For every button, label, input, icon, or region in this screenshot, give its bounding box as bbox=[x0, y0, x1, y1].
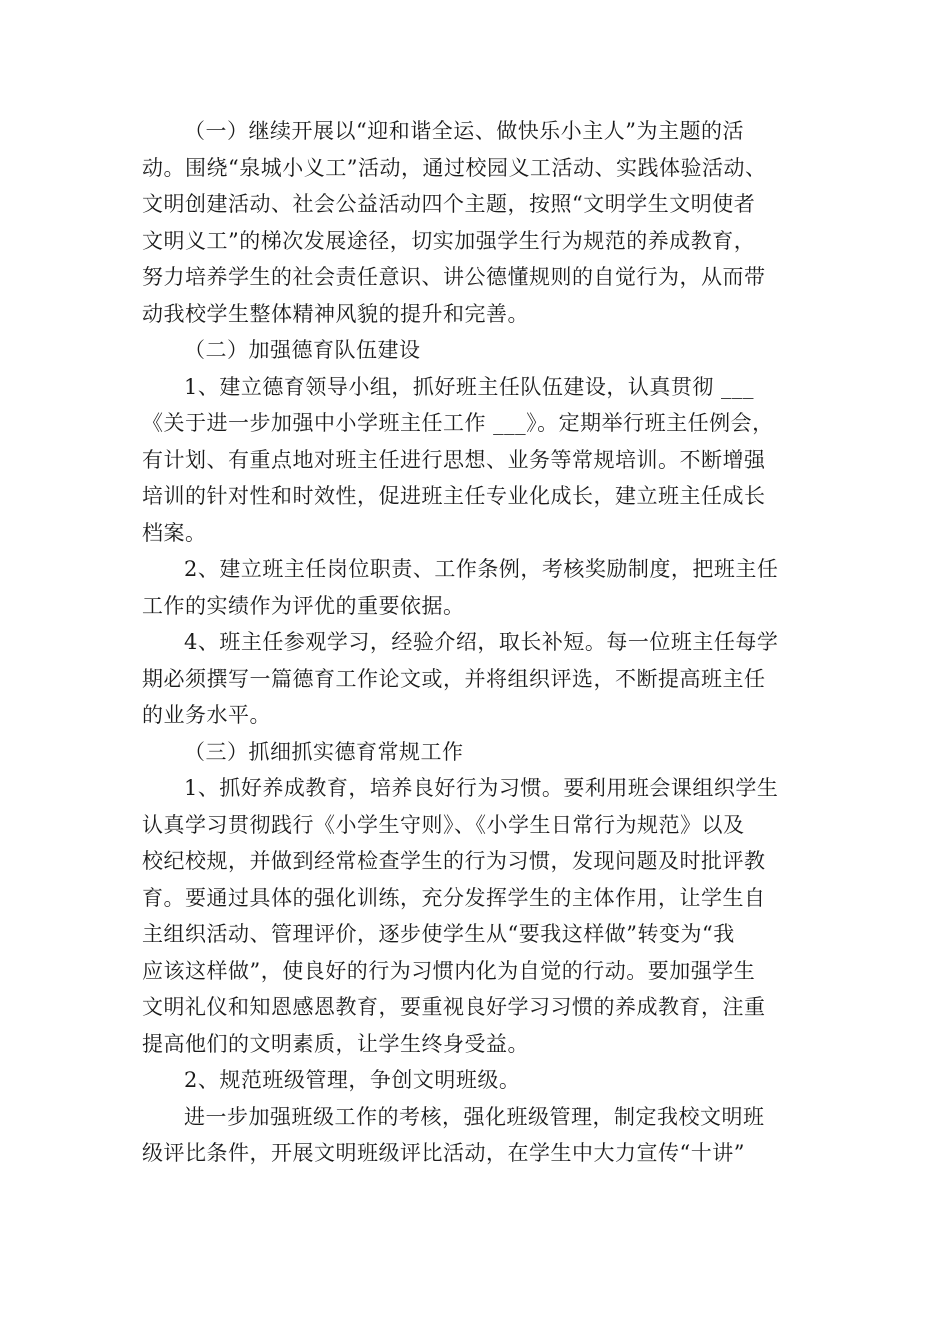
text-line: 主组织活动、管理评价，逐步使学生从“要我这样做”转变为“我 bbox=[142, 922, 735, 946]
text-line: 动。围绕“泉城小义工”活动，通过校园义工活动、实践体验活动、 bbox=[142, 155, 767, 180]
section-heading-routine-work bbox=[142, 734, 807, 771]
text-line: 文明创建活动、社会公益活动四个主题，按照“文明学生文明使者 bbox=[142, 192, 756, 216]
paragraph-item-2-duties bbox=[142, 551, 807, 624]
text-line: 努力培养学生的社会责任意识、讲公德懂规则的自觉行为，从而带 bbox=[142, 265, 766, 289]
text-line: 培训的针对性和时效性，促进班主任专业化成长，建立班主任成长 bbox=[142, 484, 766, 508]
heading-text: （三）抓细抓实德育常规工作 bbox=[184, 739, 464, 764]
text-line: 文明义工”的梯次发展途径，切实加强学生行为规范的养成教育， bbox=[142, 228, 756, 253]
paragraph-item-2-class-management bbox=[142, 1062, 807, 1099]
text-line: 文明礼仪和知恩感恩教育，要重视良好学习习惯的养成教育，注重 bbox=[142, 995, 766, 1019]
text-line: 的业务水平。 bbox=[142, 703, 271, 727]
text-line: 进一步加强班级工作的考核，强化班级管理，制定我校文明班 bbox=[184, 1104, 765, 1129]
paragraph-item-1-leadership bbox=[142, 369, 807, 552]
text-line: 工作的实绩作为评优的重要依据。 bbox=[142, 593, 465, 618]
text-line: 期必须撰写一篇德育工作论文或，并将组织评选，不断提高班主任 bbox=[142, 666, 766, 691]
text-line: （一）继续开展以“迎和谐全运、做快乐小主人”为主题的活 bbox=[184, 119, 744, 143]
paragraph-item-4-study bbox=[142, 624, 807, 734]
text-line: 有计划、有重点地对班主任进行思想、业务等常规培训。不断增强 bbox=[142, 447, 766, 472]
text-line: 提高他们的文明素质，让学生终身受益。 bbox=[142, 1031, 529, 1056]
text-line: 4、班主任参观学习，经验介绍，取长补短。每一位班主任每学 bbox=[184, 630, 779, 654]
text-line: 档案。 bbox=[142, 520, 207, 545]
text-line: 级评比条件，开展文明班级评比活动，在学生中大力宣传“十讲” bbox=[142, 1141, 745, 1165]
heading-text: （二）加强德育队伍建设 bbox=[184, 338, 421, 362]
section-heading-team-building bbox=[142, 332, 807, 369]
text-line: 2、建立班主任岗位职责、工作条例，考核奖励制度，把班主任 bbox=[184, 557, 779, 581]
text-line: 1、抓好养成教育，培养良好行为习惯。要利用班会课组织学生 bbox=[184, 776, 779, 800]
paragraph-class-assessment bbox=[142, 1099, 807, 1172]
text-line: 育。要通过具体的强化训练，充分发挥学生的主体作用，让学生自 bbox=[142, 885, 766, 910]
text-line: 《关于进一步加强中小学班主任工作 ___》。定期举行班主任例会， bbox=[142, 411, 774, 435]
document-body bbox=[142, 113, 807, 1172]
paragraph-activity-theme bbox=[142, 113, 807, 332]
text-line: 认真学习贯彻践行《小学生守则》、《小学生日常行为规范》以及 bbox=[142, 812, 745, 837]
text-line: 1、建立德育领导小组，抓好班主任队伍建设，认真贯彻 ___ bbox=[184, 374, 755, 399]
text-line: 校纪校规，并做到经常检查学生的行为习惯，发现问题及时批评教 bbox=[142, 849, 766, 873]
text-line: 2、规范班级管理，争创文明班级。 bbox=[184, 1068, 521, 1092]
text-line: 动我校学生整体精神风貌的提升和完善。 bbox=[142, 301, 529, 326]
text-line: 应该这样做”，使良好的行为习惯内化为自觉的行动。要加强学生 bbox=[142, 958, 756, 983]
paragraph-item-1-habits bbox=[142, 770, 807, 1062]
